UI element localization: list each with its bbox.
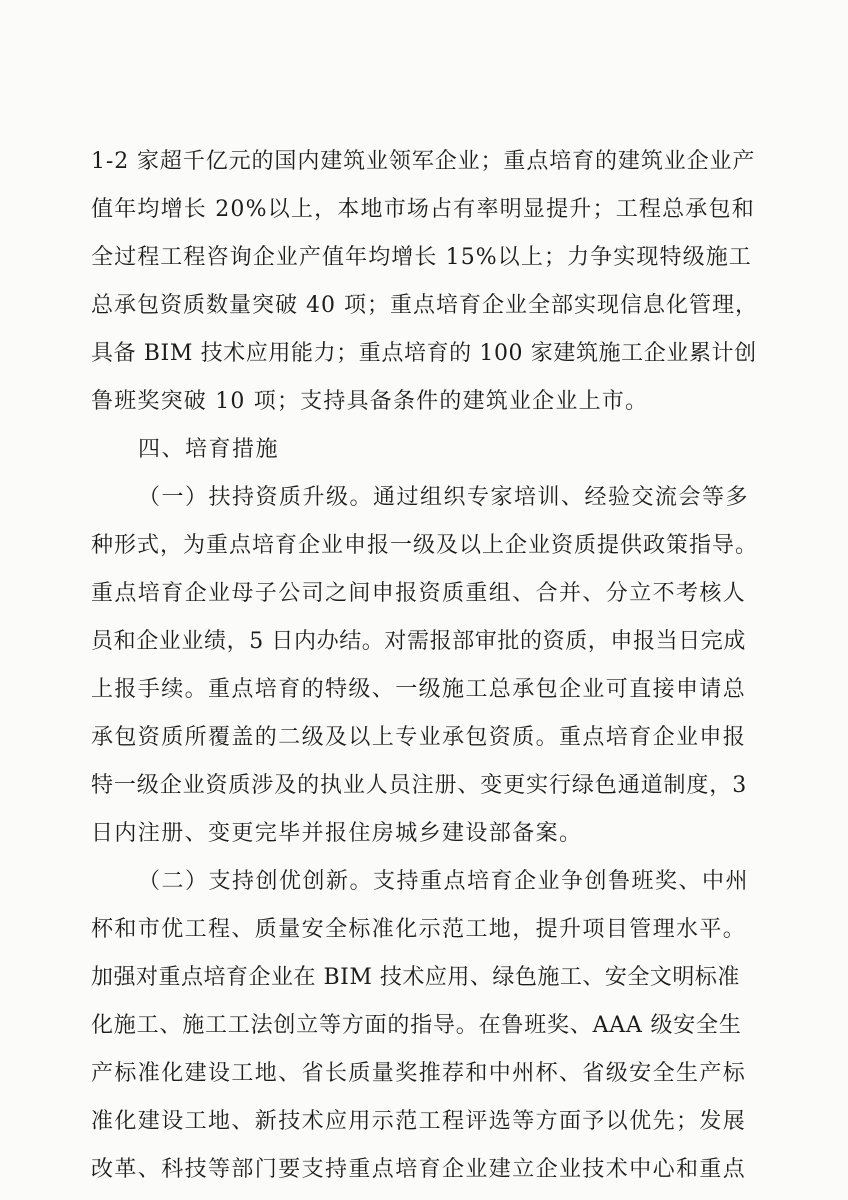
text-line-6: 鲁班奖突破 10 项；支持具备条件的建筑业企业上市。 [91,389,649,414]
text-line-22: 改革、科技等部门要支持重点培育企业建立企业技术中心和重点 [91,1157,747,1182]
text-line-4: 总承包资质数量突破 40 项；重点培育企业全部实现信息化管理， [91,293,758,318]
text-line-10: 重点培育企业母子公司之间申报资质重组、合并、分立不考核人 [91,581,747,606]
text-line-17: 杯和市优工程、质量安全标准化示范工地，提升项目管理水平。 [91,917,747,942]
text-line-5: 具备 BIM 技术应用能力；重点培育的 100 家建筑施工企业累计创 [91,341,757,366]
text-line-20: 产标准化建设工地、省长质量奖推荐和中州杯、省级安全生产标 [91,1061,747,1086]
text-line-12: 上报手续。重点培育的特级、一级施工总承包企业可直接申请总 [91,677,747,702]
text-line-9: 种形式，为重点培育企业申报一级及以上企业资质提供政策指导。 [91,533,759,558]
section-heading: 四、培育措施 [138,437,280,462]
text-line-14: 特一级企业资质涉及的执业人员注册、变更实行绿色通道制度，3 [91,773,748,798]
text-line-19: 化施工、施工工法创立等方面的指导。在鲁班奖、AAA 级安全生 [91,1013,742,1038]
text-line-2: 值年均增长 20%以上，本地市场占有率明显提升；工程总承包和 [91,197,755,222]
text-line-8: （一）扶持资质升级。通过组织专家培训、经验交流会等多 [138,485,750,510]
text-line-21: 准化建设工地、新技术应用示范工程评选等方面予以优先；发展 [91,1109,747,1134]
text-line-18: 加强对重点培育企业在 BIM 技术应用、绿色施工、安全文明标准 [91,965,740,990]
text-line-16: （二）支持创优创新。支持重点培育企业争创鲁班奖、中州 [138,869,750,894]
text-line-1: 1-2 家超千亿元的国内建筑业领军企业；重点培育的建筑业企业产 [91,149,756,174]
text-line-11: 员和企业业绩，5 日内办结。对需报部审批的资质，申报当日完成 [91,629,746,654]
text-line-3: 全过程工程咨询企业产值年均增长 15%以上；力争实现特级施工 [91,245,752,270]
text-line-13: 承包资质所覆盖的二级及以上专业承包资质。重点培育企业申报 [91,725,747,750]
text-line-15: 日内注册、变更完毕并报住房城乡建设部备案。 [91,821,583,846]
